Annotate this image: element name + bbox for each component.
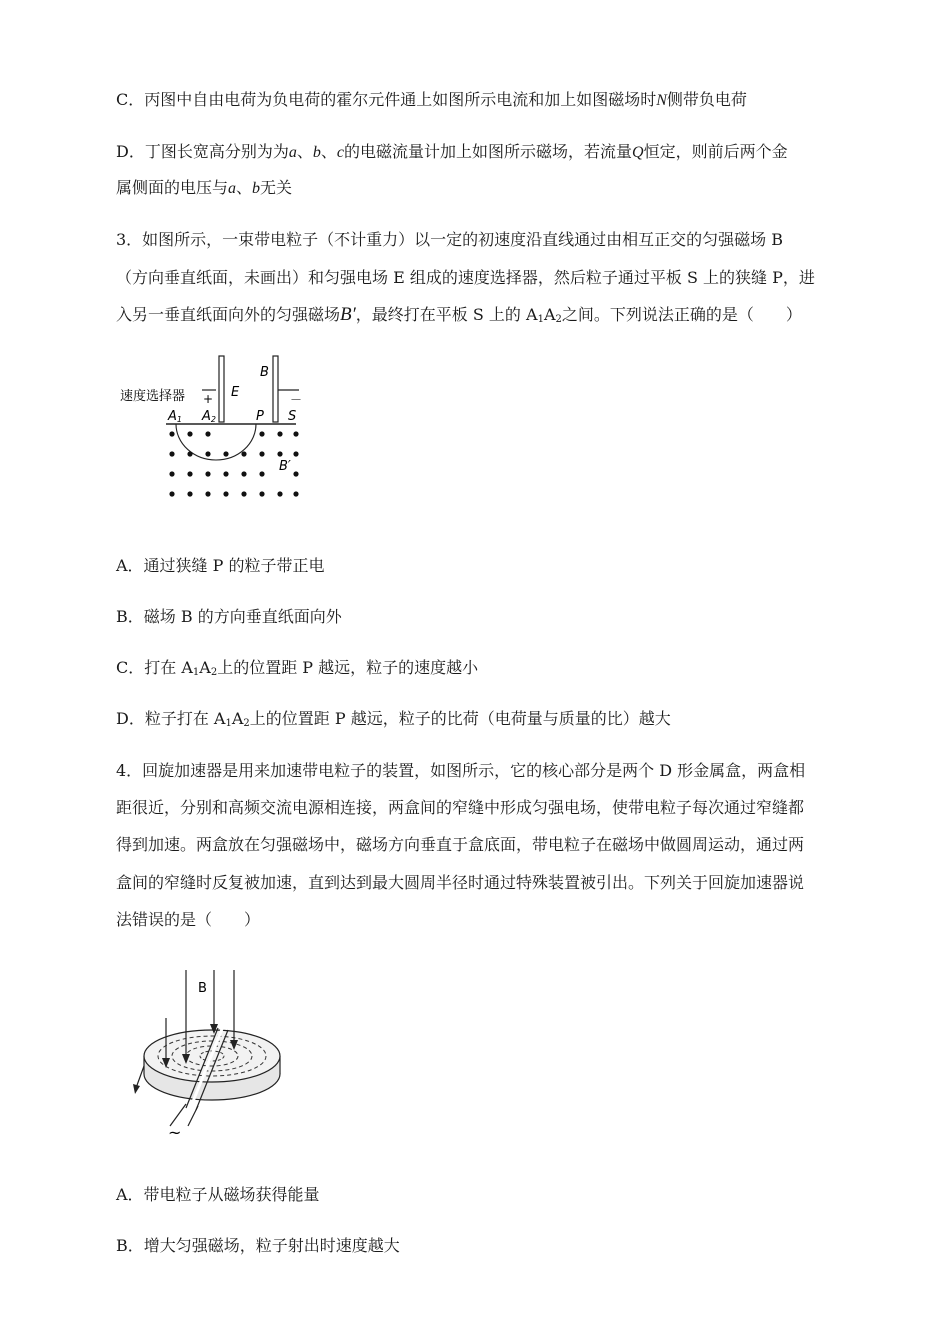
field-dot <box>277 431 282 436</box>
label-B: B <box>260 365 269 380</box>
text: C．打在 A <box>116 658 193 677</box>
subscript: 2 <box>210 667 218 678</box>
text: 的电磁流量计加上如图所示磁场，若流量 <box>343 142 632 161</box>
field-dot <box>169 471 174 476</box>
q3-stem-line3 <box>116 305 802 330</box>
field-dot <box>187 431 192 436</box>
field-dot <box>169 451 174 456</box>
text: A <box>199 658 211 677</box>
q2-option-c-n: N <box>656 92 667 109</box>
q4-option-a: A．带电粒子从磁场获得能量 <box>116 1185 320 1204</box>
field-dot <box>205 491 210 496</box>
cyclotron-diagram <box>130 968 290 1140</box>
label-B-prime: B′ <box>279 459 291 474</box>
field-dot <box>223 471 228 476</box>
var-b: b <box>252 180 261 197</box>
q3-option-b: B．磁场 B 的方向垂直纸面向外 <box>116 607 342 626</box>
q2-option-c-text-end: 侧带负电荷 <box>666 90 747 109</box>
field-dot <box>277 491 282 496</box>
text: 上的位置距 P 越远，粒子的比荷（电荷量与质量的比）越大 <box>249 709 671 728</box>
field-dot <box>293 451 298 456</box>
q3-option-c <box>116 658 478 683</box>
field-dot <box>259 491 264 496</box>
label-A1: A1 <box>168 409 182 424</box>
exit-arrowhead <box>133 1084 140 1094</box>
field-dot <box>293 491 298 496</box>
q2-option-d-line2 <box>116 178 292 199</box>
field-dot <box>205 471 210 476</box>
lead-2 <box>188 1106 198 1126</box>
subscript: 1 <box>192 667 200 678</box>
field-dot <box>259 471 264 476</box>
var-b: b <box>312 144 321 161</box>
label-B: B <box>198 981 207 996</box>
field-dot <box>187 491 192 496</box>
label-A2: A2 <box>202 409 216 424</box>
field-dot <box>205 431 210 436</box>
text: D．丁图长宽高分别为为 <box>116 142 289 161</box>
var-a: a <box>228 180 237 197</box>
text: 之间。下列说法正确的是（ ） <box>561 305 802 324</box>
field-dot <box>293 471 298 476</box>
exit-beam <box>136 1066 144 1088</box>
field-dot <box>205 451 210 456</box>
text: 属侧面的电压与 <box>116 178 229 197</box>
field-dot <box>259 431 264 436</box>
subscript: 2 <box>555 314 562 325</box>
q4-stem-line3: 得到加速。两盒放在匀强磁场中，磁场方向垂直于盒底面，带电粒子在磁场中做圆周运动，通过两 <box>116 835 805 854</box>
q3-option-a: A．通过狭缝 P 的粒子带正电 <box>116 556 325 575</box>
q4-stem-line4: 盒间的窄缝时反复被加速，直到达到最大圆周半径时通过特殊装置被引出。下列关于回旋加速器说 <box>116 873 805 892</box>
var-c: c <box>336 144 344 161</box>
q3-option-d <box>116 709 671 734</box>
text: D．粒子打在 A <box>116 709 226 728</box>
text: 无关 <box>260 178 293 197</box>
text: A <box>231 709 244 728</box>
q3-stem-line1: 3．如图所示，一束带电粒子（不计重力）以一定的初速度沿直线通过由相互正交的匀强磁场 B <box>116 230 784 249</box>
var-q: Q <box>632 144 644 161</box>
selector-label: 速度选择器 <box>120 389 186 404</box>
field-dot <box>241 451 246 456</box>
field-dot <box>277 451 282 456</box>
q4-stem-line1: 4．回旋加速器是用来加速带电粒子的装置，如图所示，它的核心部分是两个 D 形金属盒，两盒相 <box>116 761 806 780</box>
plus-sign: + <box>203 392 214 406</box>
text: 恒定，则前后两个金 <box>643 142 788 161</box>
sep: 、 <box>296 142 313 161</box>
sep: 、 <box>236 178 253 197</box>
text: 入另一垂直纸面向外的匀强磁场 <box>116 305 341 324</box>
var-a: a <box>288 144 297 161</box>
field-dot <box>169 431 174 436</box>
sep: 、 <box>320 142 337 161</box>
q4-stem-line2: 距很近，分别和高频交流电源相连接，两盒间的窄缝中形成匀强电场，使带电粒子每次通过窄缝都 <box>116 798 805 817</box>
field-dot <box>187 451 192 456</box>
field-dot <box>259 451 264 456</box>
velocity-selector-diagram <box>116 350 316 505</box>
label-E: E <box>231 385 240 400</box>
right-electrode <box>273 356 278 422</box>
q4-stem-line5: 法错误的是（ ） <box>116 910 261 929</box>
left-electrode <box>219 356 224 422</box>
field-dot <box>241 471 246 476</box>
ac-source-symbol: ~ <box>168 1123 182 1140</box>
q2-option-d-line1 <box>116 142 788 163</box>
field-dot <box>169 491 174 496</box>
text: 上的位置距 P 越远，粒子的速度越小 <box>217 658 479 677</box>
q4-option-b: B．增大匀强磁场，粒子射出时速度越大 <box>116 1236 400 1255</box>
q2-option-c <box>116 90 747 111</box>
subscript: 1 <box>225 718 232 729</box>
b-prime-symbol: B′ <box>340 304 356 325</box>
field-dot <box>241 491 246 496</box>
field-dot <box>223 491 228 496</box>
label-S: S <box>288 409 297 424</box>
text: A <box>543 305 556 324</box>
q2-option-c-text: C．丙图中自由电荷为负电荷的霍尔元件通上如图所示电流和加上如图磁场时 <box>116 90 657 109</box>
q3-stem-line2: （方向垂直纸面，未画出）和匀强电场 E 组成的速度选择器，然后粒子通过平板 S 上的狭缝 P，进 <box>116 268 815 287</box>
subscript: 1 <box>537 314 544 325</box>
field-dot <box>223 451 228 456</box>
minus-sign: － <box>290 393 303 407</box>
label-P: P <box>256 409 264 424</box>
field-dot <box>187 471 192 476</box>
field-dot <box>293 431 298 436</box>
text: ，最终打在平板 S 上的 A <box>355 305 538 324</box>
subscript: 2 <box>243 718 250 729</box>
